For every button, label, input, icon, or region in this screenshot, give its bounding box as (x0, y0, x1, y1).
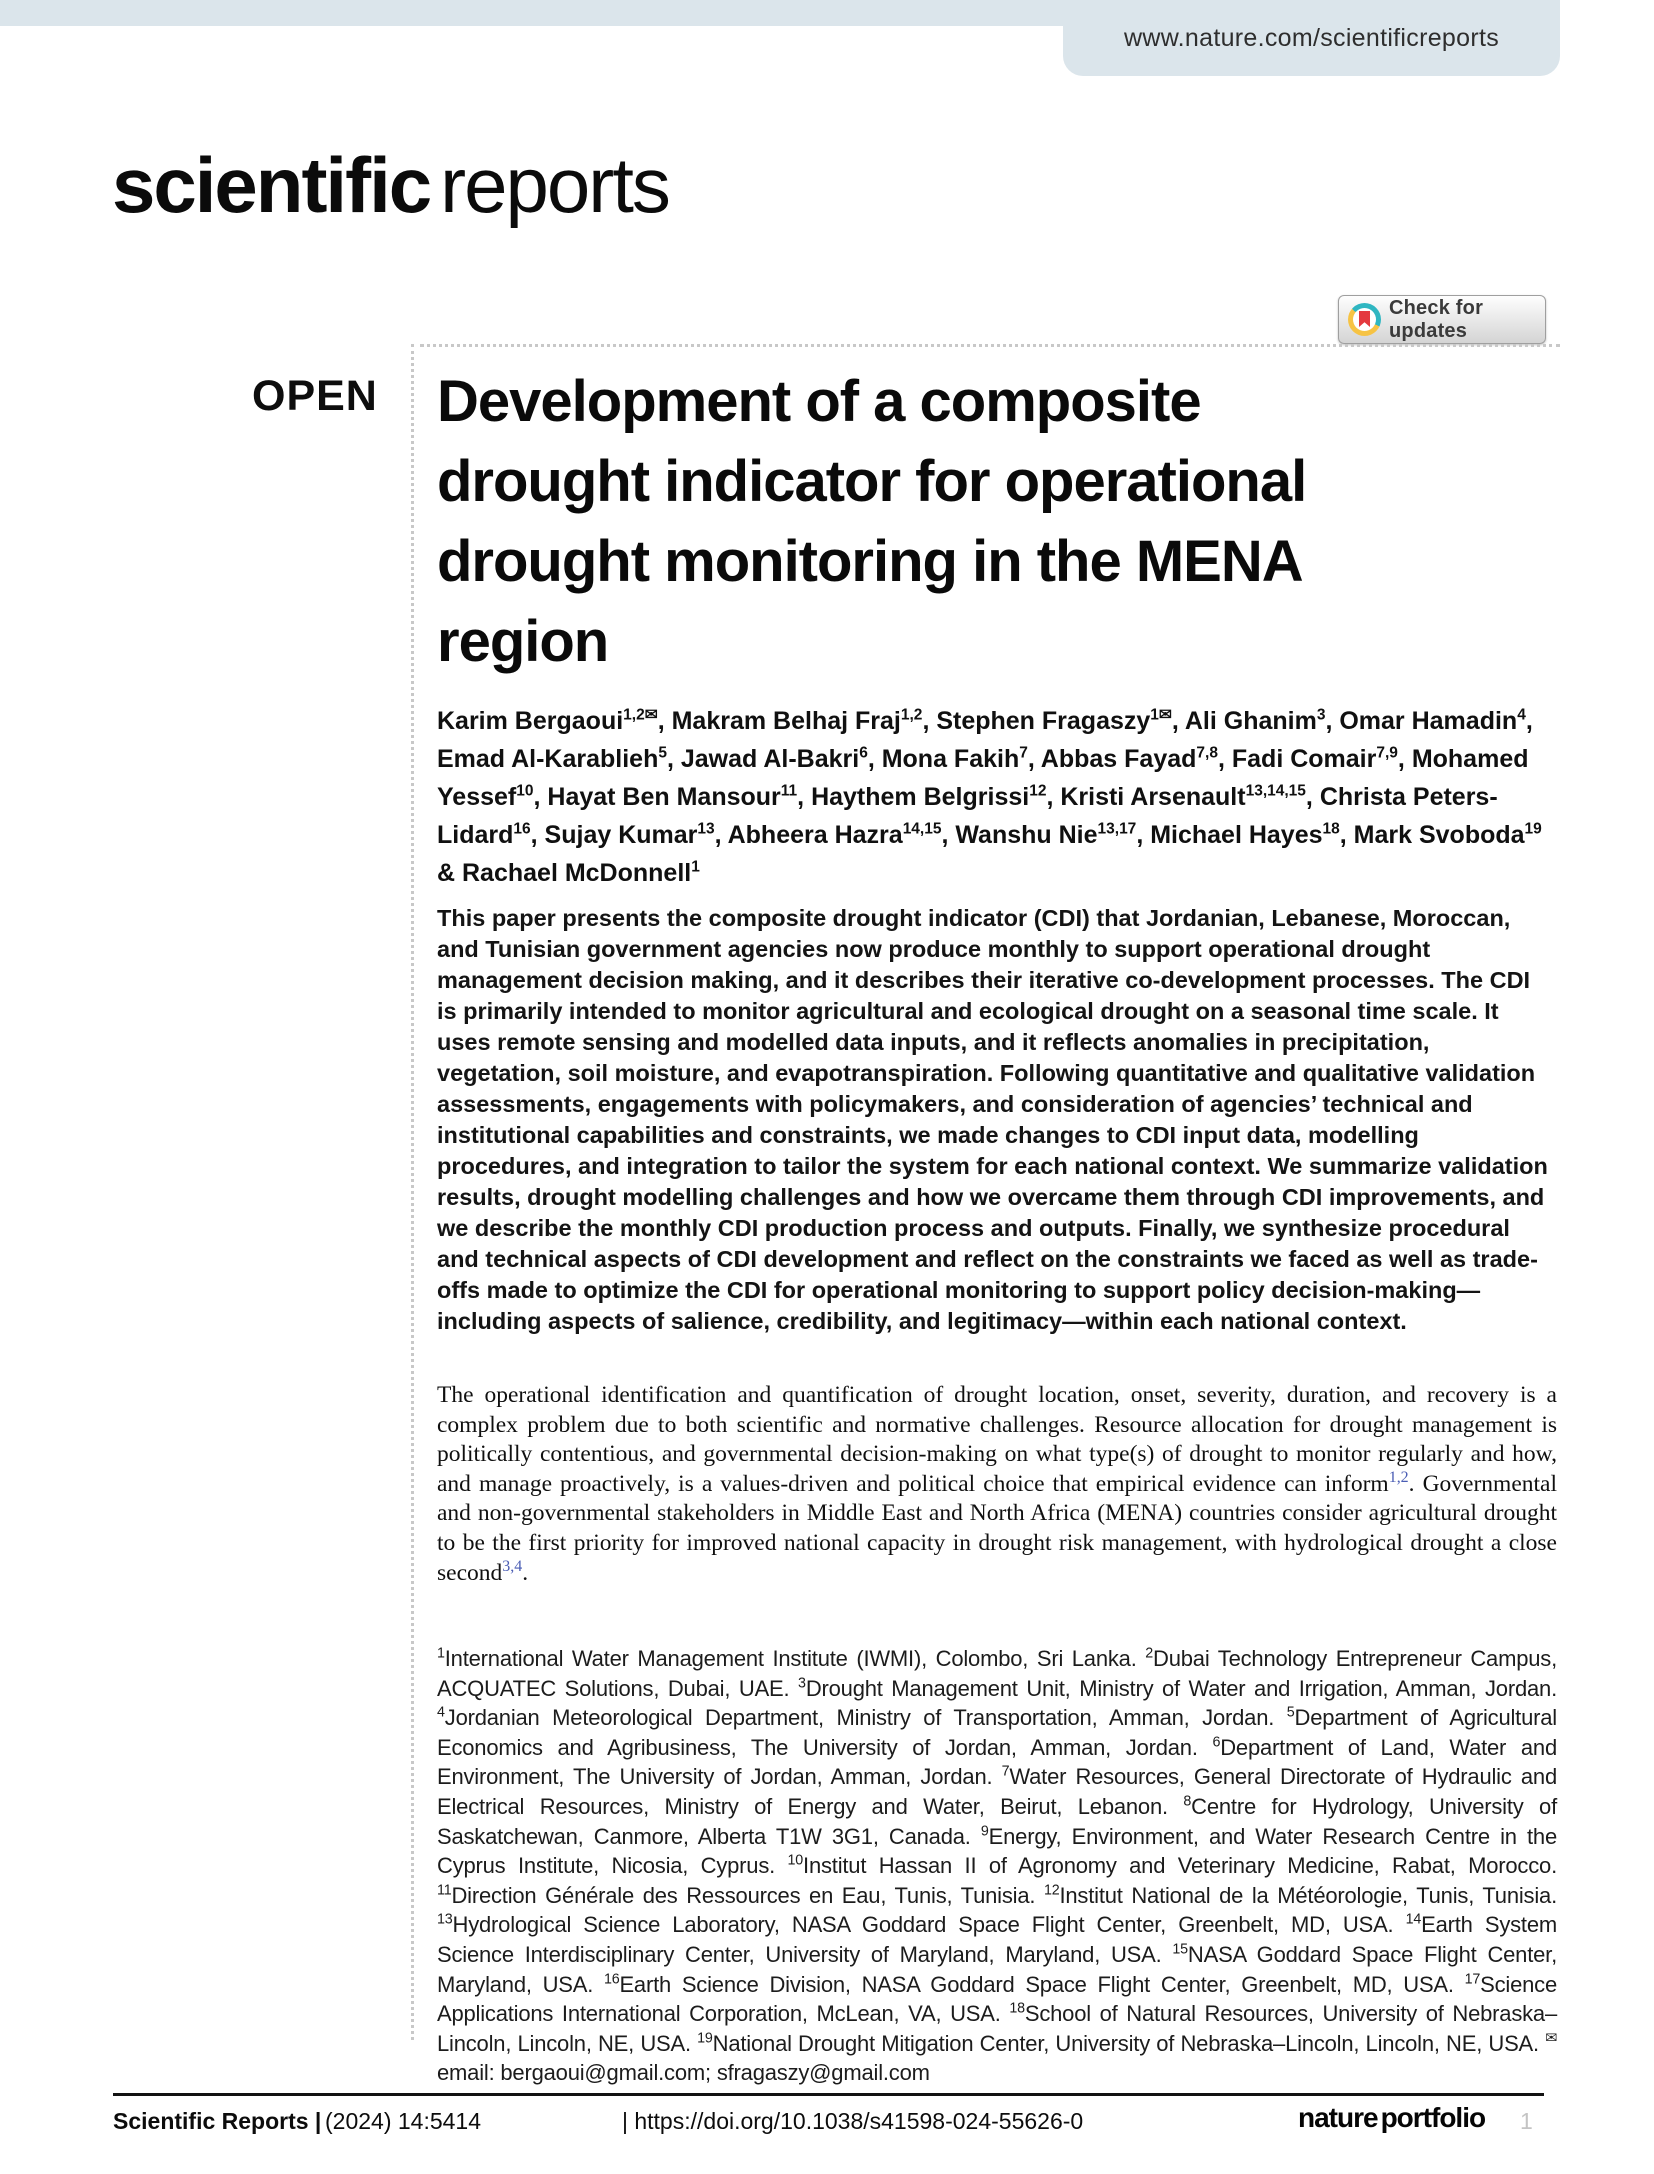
footer-citation: (2024) 14:5414 (325, 2108, 482, 2134)
logo-scientific: scientific (112, 141, 431, 229)
logo-reports: reports (440, 141, 669, 229)
author-list: Karim Bergaoui$^{1,2✉}$, Makram Belhaj Fraj$^{1,2}$, Stephen Fragaszy$^{1✉}$, Ali Ghanim$^3$, Omar Hamadin$^4$, Emad Al-Karablieh$^5$, Jawad Al-Bakri$^6$, Mona Fakih$^7$, Abbas Fayad$^{7,8}$, Fadi Comair$^{7,9}$, Mohamed Yessef$^{10}$, Hayat Ben Mansour$^{11}$, Haythem Belgrissi$^{12}$, Kristi Arsenault$^{13,14,15}$, Christa Peters-Lidard$^{16}$, Sujay Kumar$^{13}$, Abheera Hazra$^{14,15}$, Wanshu Nie$^{13,17}$, Michael Hayes$^{18}$, Mark Svoboda$^{19}$ & Rachael McDonnell$^1$ (437, 706, 1542, 887)
footer-journal-name: Scientific Reports | (113, 2108, 322, 2134)
site-url-tab (1063, 0, 1560, 76)
nature-portfolio-logo (1298, 2102, 1485, 2134)
check-for-updates-label: Check for updates (1389, 296, 1484, 342)
footer-doi-link[interactable]: | https://doi.org/10.1038/s41598-024-55626-0 (622, 2108, 1084, 2134)
crossmark-icon (1348, 303, 1381, 336)
footer-rule (113, 2093, 1544, 2096)
email-links[interactable]: email: bergaoui@gmail.com; sfragaszy@gmail.com (437, 2060, 930, 2086)
page-number: 1 (1520, 2108, 1533, 2134)
abstract: This paper presents the composite drought indicator (CDI) that Jordanian, Lebanese, Moroccan, and Tunisian government agencies now produce monthly to support operational drought management decision making, and it describes their iterative co-development processes. The CDI is primarily intended to monitor agricultural and ecological drought on a seasonal time scale. It uses remote sensing and modelled data inputs, and it reflects anomalies in precipitation, vegetation, soil moisture, and evapotranspiration. Following quantitative and qualitative validation assessments, engagements with policymakers, and consideration of agencies’ technical and institutional capabilities and constraints, we made changes to CDI input data, modelling procedures, and integration to tailor the system for each national context. We summarize validation results, drought modelling challenges and how we overcame them through CDI improvements, and we describe the monthly CDI production process and outputs. Finally, we synthesize procedural and technical aspects of CDI development and reflect on the constraints we faced as well as trade-offs made to optimize the CDI for operational monitoring to support policy decision-making—including aspects of salience, credibility, and legitimacy—within each national context. (437, 905, 1548, 1334)
article-title: Development of a composite drought indicator for operational drought monitoring in the MENA region (437, 369, 1307, 674)
intro-paragraph: The operational identification and quantification of drought location, onset, severity, duration, and recovery is a complex problem due to both scientific and normative challenges. Resource allocation for drought management is politically contentious, and governmental decision-making on what type(s) of drought to monitor regularly and how, and manage proactively, is a values-driven and political choice that empirical evidence can inform$^{1,2}$. Governmental and non-governmental stakeholders in Middle East and North Africa (MENA) countries consider agricultural drought to be the first priority for improved national capacity in drought risk management, with hydrological drought a close second$^{3,4}$. (437, 1382, 1557, 1586)
brand-nature: nature (1298, 2102, 1378, 2133)
check-for-updates-badge[interactable] (1338, 295, 1546, 344)
open-access-label: OPEN (252, 372, 378, 420)
divider-dotted-vertical (411, 344, 414, 2040)
divider-dotted-horizontal (420, 344, 1560, 347)
affiliations-note: $^1$International Water Management Institute (IWMI), Colombo, Sri Lanka. $^2$Dubai Technology Entrepreneur Campus, ACQUATEC Solutions, Dubai, UAE. $^3$Drought Management Unit, Ministry of Water and Irrigation, Amman, Jordan. $^4$Jordanian Meteorological Department, Ministry of Transportation, Amman, Jordan. $^5$Department of Agricultural Economics and Agribusiness, The University of Jordan, Amman, Jordan. $^6$Department of Land, Water and Environment, The University of Jordan, Amman, Jordan. $^7$Water Resources, General Directorate of Hydraulic and Electrical Resources, Ministry of Energy and Water, Beirut, Lebanon. $^8$Centre for Hydrology, University of Saskatchewan, Canmore, Alberta T1W 3G1, Canada. $^9$Energy, Environment, and Water Research Centre in the Cyprus Institute, Nicosia, Cyprus. $^{10}$Institut Hassan II of Agronomy and Veterinary Medicine, Rabat, Morocco. $^{11}$Direction Générale des Ressources en Eau, Tunis, Tunisia. $^{12}$Institut National de la Météorologie, Tunis, Tunisia. $^{13}$Hydrological Science Laboratory, NASA Goddard Space Flight Center, Greenbelt, MD, USA. $^{14}$Earth System Science Interdisciplinary Center, University of Maryland, Maryland, USA. $^{15}$NASA Goddard Space Flight Center, Maryland, USA. $^{16}$Earth Science Division, NASA Goddard Space Flight Center, Greenbelt, MD, USA. $^{17}$Science Applications International Corporation, McLean, VA, USA. $^{18}$School of Natural Resources, University of Nebraska–Lincoln, Lincoln, NE, USA. $^{19}$National Drought Mitigation Center, University of Nebraska–Lincoln, Lincoln, NE, USA. ✉email: bergaoui@gmail.com; sfragaszy@gmail.com (437, 1645, 1558, 2086)
journal-logo (112, 140, 669, 231)
site-url: www.nature.com/scientificreports (1123, 23, 1499, 52)
brand-portfolio: portfolio (1380, 2102, 1486, 2133)
